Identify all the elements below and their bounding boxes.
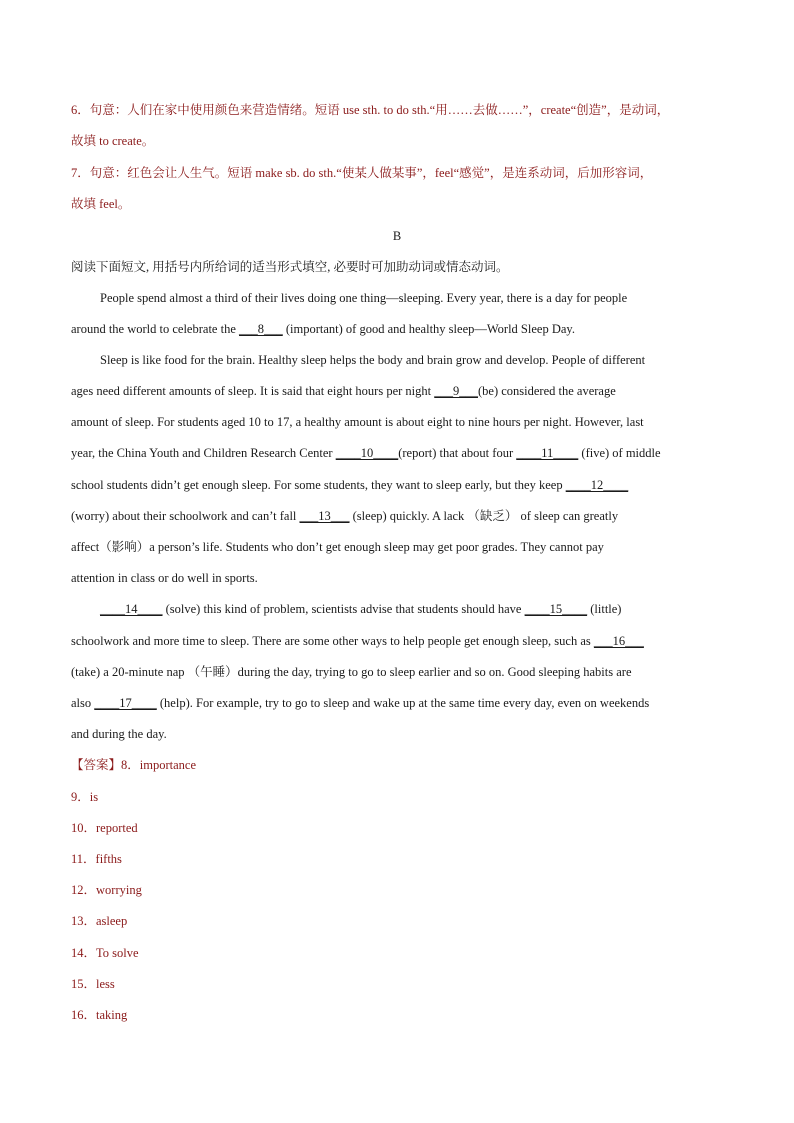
q7-explanation-line2: 故填 feel。	[71, 197, 131, 211]
blank-8: ___8___	[239, 322, 283, 336]
blank-16: ___16___	[593, 634, 644, 648]
passage-line-6	[71, 444, 731, 462]
passage-text: (help). For example, try to go to sleep and wake up at the same time every day, even on weekends	[156, 696, 650, 710]
answer-item: 13．asleep	[71, 914, 128, 928]
answer-item: 11．fifths	[71, 852, 122, 866]
passage-text: also	[71, 696, 95, 710]
blank-11: ____11____	[516, 446, 579, 460]
blank-13: ___13___	[299, 509, 350, 523]
q7-explanation-line1: 7．句意：红色会让人生气。短语 make sb. do sth.“使某人做某事”，feel“感觉”，是连系动词，后加形容词，	[71, 166, 653, 180]
passage-text: around the world to celebrate the	[71, 322, 239, 336]
blank-15: ____15____	[524, 602, 588, 616]
passage-text: year, the China Youth and Children Research Center	[71, 446, 336, 460]
passage-line-2	[71, 320, 731, 338]
blank-9: ___9___	[434, 384, 478, 398]
blank-14: ____14____	[100, 602, 163, 616]
passage-line-7	[71, 476, 731, 494]
passage-text: (be) considered the average	[477, 384, 616, 398]
passage-text: (important) of good and healthy sleep—World Sleep Day.	[282, 322, 575, 336]
passage-line-8	[71, 507, 731, 525]
passage-line-3: Sleep is like food for the brain. Healthy sleep helps the body and brain grow and develop. People of different	[100, 353, 646, 367]
passage-line-1: People spend almost a third of their lives doing one thing—sleeping. Every year, there is a day for people	[100, 291, 628, 305]
passage-line-10: attention in class or do well in sports.	[71, 571, 258, 585]
passage-line-14	[71, 694, 731, 712]
passage-text: ages need different amounts of sleep. It is said that eight hours per night	[71, 384, 435, 398]
answer-item: 9．is	[71, 790, 99, 804]
q6-explanation-line2: 故填 to create。	[71, 134, 155, 148]
blank-10: ____10____	[335, 446, 399, 460]
passage-text: school students didn’t get enough sleep. For some students, they want to sleep early, but they keep	[71, 478, 566, 492]
passage-text: (worry) about their schoolwork and can’t fall	[71, 509, 300, 523]
answer-item: 8．importance	[121, 758, 196, 772]
passage-text: (solve) this kind of problem, scientists advise that students should have	[162, 602, 525, 616]
blank-12: ____12____	[565, 478, 629, 492]
passage-text: (report) that about four	[398, 446, 517, 460]
passage-text: (five) of middle	[578, 446, 661, 460]
passage-text: schoolwork and more time to sleep. There are some other ways to help people get enough sleep, such as	[71, 634, 594, 648]
q6-explanation-line1: 6．句意：人们在家中使用颜色来营造情绪。短语 use sth. to do sth.“用……去做……”，create“创造”，是动词，	[71, 103, 670, 117]
blank-17: ____17____	[94, 696, 157, 710]
answer-item: 10．reported	[71, 821, 138, 835]
passage-line-11	[100, 600, 731, 618]
instruction-text: 阅读下面短文, 用括号内所给词的适当形式填空, 必要时可加助动词或情态动词。	[71, 260, 509, 274]
passage-text: (sleep) quickly. A lack （缺乏） of sleep can greatly	[349, 509, 619, 523]
answer-item: 16．taking	[71, 1008, 128, 1022]
passage-line-15: and during the day.	[71, 727, 167, 741]
answer-heading	[71, 756, 731, 774]
answer-label: 【答案】	[71, 758, 122, 772]
section-title: B	[392, 229, 402, 243]
answer-item: 15．less	[71, 977, 115, 991]
passage-text: (little)	[587, 602, 622, 616]
passage-line-5: amount of sleep. For students aged 10 to 17, a healthy amount is about eight to nine hours per night. However, last	[71, 415, 644, 429]
answer-item: 12．worrying	[71, 883, 142, 897]
passage-line-12	[71, 632, 731, 650]
answer-item: 14．To solve	[71, 946, 139, 960]
passage-line-9: affect（影响）a person’s life. Students who don’t get enough sleep may get poor grades. They cannot pay	[71, 540, 604, 554]
passage-line-4	[71, 382, 731, 400]
passage-line-13: (take) a 20-minute nap （午睡）during the day, trying to go to sleep earlier and so on. Good sleeping habits are	[71, 665, 632, 679]
